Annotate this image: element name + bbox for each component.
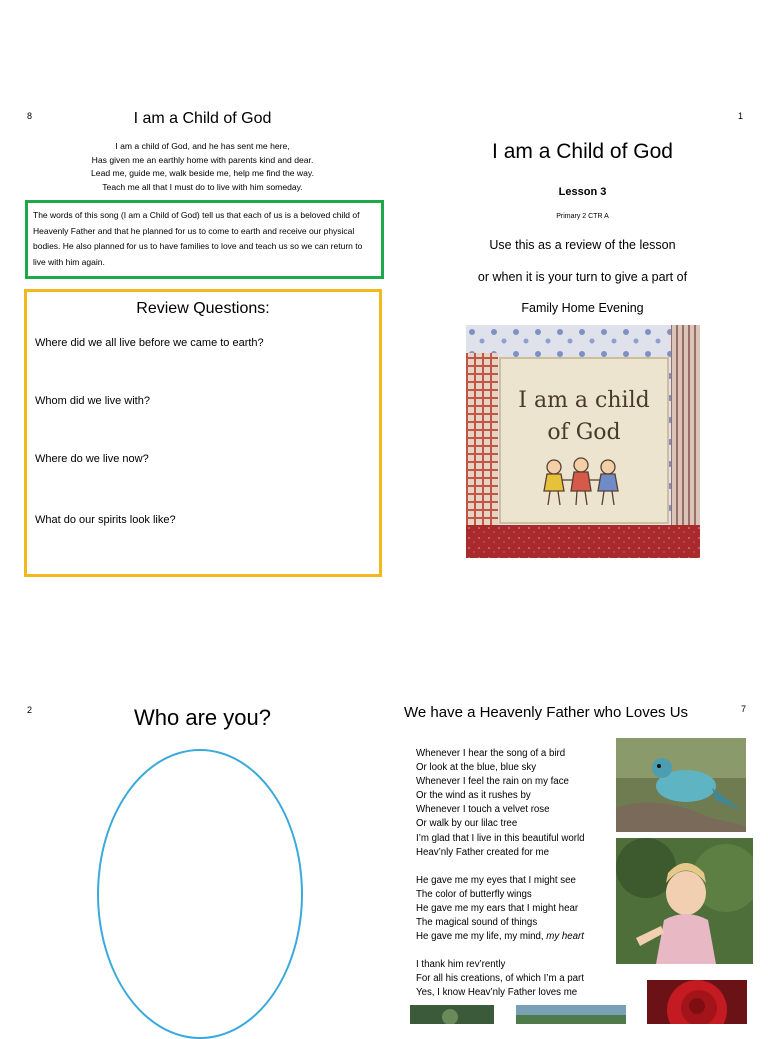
girl-photo: [616, 838, 753, 964]
lyric-line: Whenever I hear the song of a bird: [416, 748, 566, 759]
cover-title: I am a Child of God: [492, 140, 673, 163]
page-number-7: 7: [741, 704, 747, 714]
lyric-line: I’m glad that I live in this beautiful world: [416, 832, 585, 844]
page-title: Who are you?: [134, 705, 271, 730]
bottom-photo-left: [410, 1005, 494, 1024]
lyric-line: The magical sound of things: [416, 917, 538, 929]
song-line: Has given me an earthly home with parents kind and dear.: [91, 154, 314, 165]
lyric-line: Or look at the blue, blue sky: [416, 762, 537, 774]
instruction-line: Use this as a review of the lesson: [489, 238, 676, 252]
rose-photo: [647, 980, 747, 1024]
song-lyrics: [416, 747, 616, 1015]
instruction-line: or when it is your turn to give a part of: [477, 270, 688, 284]
song-line: Teach me all that I must do to live with him someday.: [102, 181, 303, 192]
page-number-2: 2: [27, 705, 33, 715]
lyric-line: Whenever I feel the rain on my face: [416, 776, 569, 788]
lyric-text: He gave me my life, my mind,: [416, 931, 547, 943]
lyric-line: Or the wind as it rushes by: [416, 790, 531, 802]
song-line: I am a child of God, and he has sent me here,: [115, 141, 290, 151]
lesson-note-box: The words of this song (I am a Child of God) tell us that each of us is a beloved child of Heavenly Father and that he planned for us to come to earth and receive our physical bodies. He also planned for us to have families to love and teach us so we can return to live with him again.: [25, 200, 384, 279]
review-title: Review Questions:: [136, 300, 270, 317]
lyric-line: He gave me my ears that I might hear: [416, 902, 579, 914]
verse: [416, 747, 616, 860]
bird-photo: [616, 738, 746, 832]
page-number-8: 8: [27, 111, 33, 121]
lyric-line: The color of butterfly wings: [416, 888, 532, 900]
drawing-oval: [97, 749, 303, 1039]
lyric-line: Whenever I touch a velvet rose: [416, 804, 550, 816]
review-question: Whom did we live with?: [35, 395, 150, 407]
lyric-line: Heav’nly Father created for me: [416, 846, 549, 858]
review-question: Where did we all live before we came to earth?: [35, 337, 264, 349]
lyric-line: [416, 930, 616, 944]
primary-label: Primary 2 CTR A: [556, 213, 609, 220]
page-title: We have a Heavenly Father who Loves Us: [404, 704, 689, 721]
page-number-1: 1: [738, 111, 744, 121]
review-question: What do our spirits look like?: [35, 514, 176, 526]
cover-art-text: of God: [547, 420, 621, 445]
lyric-line: He gave me my eyes that I might see: [416, 874, 576, 886]
lyric-line: For all his creations, of which I’m a part: [416, 973, 584, 985]
lyric-line: I thank him rev’rently: [416, 959, 506, 971]
lyric-line: Yes, I know Heav’nly Father loves me: [416, 987, 578, 999]
instruction-line: Family Home Evening: [521, 301, 644, 315]
review-question: Where do we live now?: [35, 453, 149, 465]
cover-art-text: I am a child: [518, 388, 650, 413]
bottom-photo-right: [516, 1005, 626, 1024]
quilt-art: [466, 325, 700, 558]
lesson-label: Lesson 3: [558, 186, 607, 198]
verse: [416, 958, 616, 1000]
lyric-line: Or walk by our lilac tree: [416, 818, 518, 830]
cover-illustration: [466, 325, 700, 558]
lyric-italic: my heart: [546, 931, 584, 943]
song-title: I am a Child of God: [133, 110, 272, 127]
song-lyrics: [30, 140, 375, 194]
review-questions-box: [24, 289, 382, 577]
song-line: Lead me, guide me, walk beside me, help me find the way.: [91, 168, 314, 178]
verse: [416, 874, 616, 944]
